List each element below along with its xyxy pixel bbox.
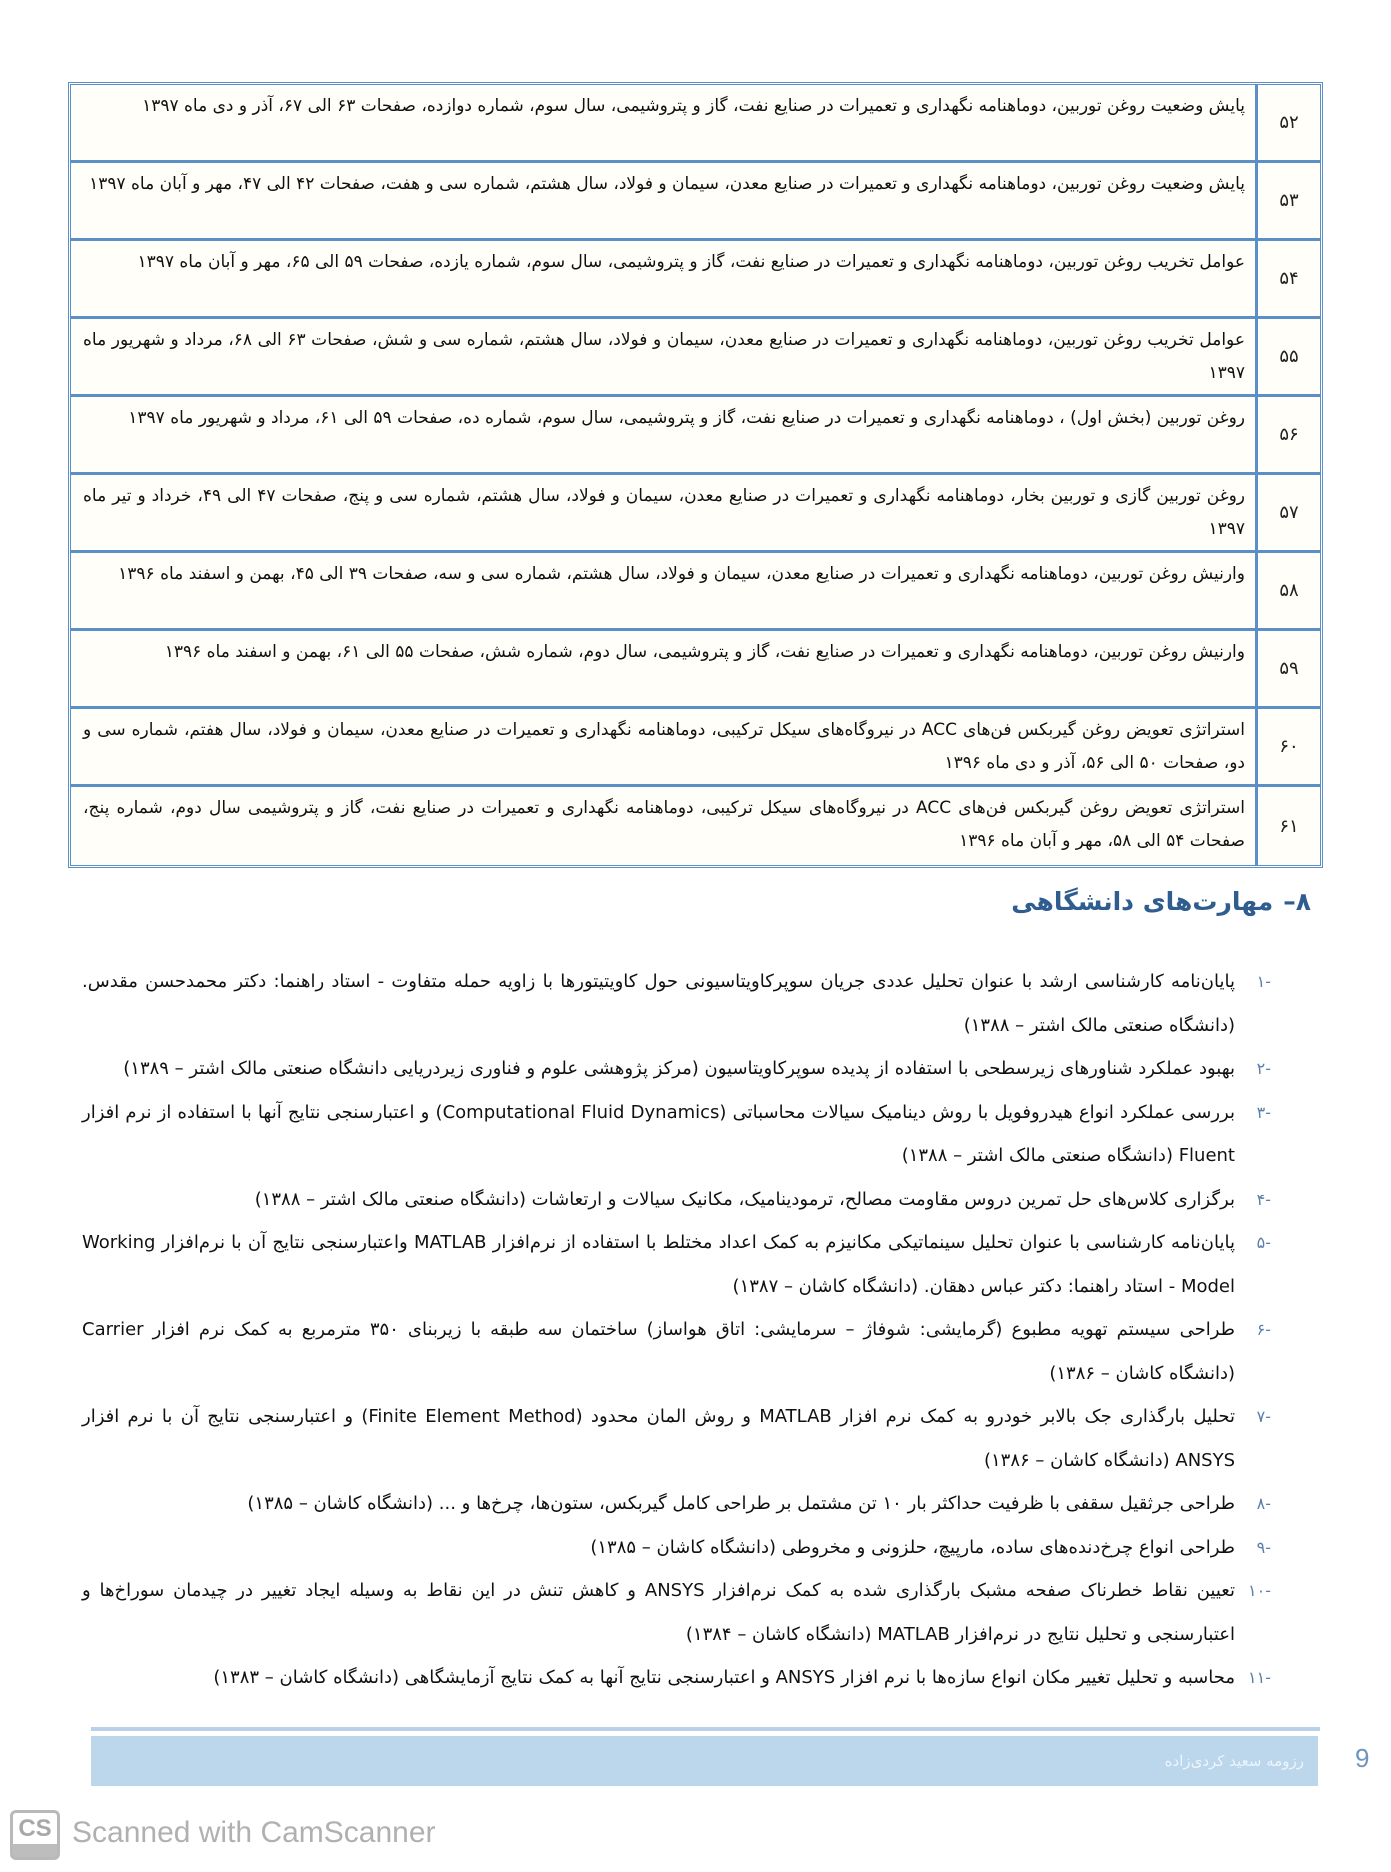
list-item bbox=[82, 1308, 1271, 1395]
list-marker: -۹ bbox=[1256, 1537, 1271, 1557]
list-marker: -۱ bbox=[1256, 972, 1271, 991]
list-item bbox=[82, 1569, 1271, 1656]
table-row bbox=[71, 319, 1320, 397]
row-citation: عوامل تخریب روغن توربین، دوماهنامه نگهداری و تعمیرات در صنایع نفت، گاز و پتروشیمی، سال سوم، شماره یازده، صفحات ۵۹ الی ۶۵، مهر و آبان ماه ۱۳۹۷ bbox=[137, 252, 1245, 272]
list-item-text: بررسی عملکرد انواع هیدروفویل با روش دینامیک سیالات محاسباتی (Computational Fluid Dynamics) و اعتبارسنجی نتایج آنها با استفاده از نرم افزار Fluent (دانشگاه صنعتی مالک اشتر – ۱۳۸۸) bbox=[82, 1101, 1235, 1166]
list-marker: -۲ bbox=[1256, 1059, 1271, 1078]
list-item bbox=[82, 1047, 1271, 1091]
list-item-text: برگزاری کلاس‌های حل تمرین دروس مقاومت مصالح، ترمودینامیک، مکانیک سیالات و ارتعاشات (دانشگاه صنعتی مالک اشتر – ۱۳۸۸) bbox=[254, 1188, 1235, 1210]
list-item bbox=[82, 1395, 1271, 1482]
row-citation: وارنیش روغن توربین، دوماهنامه نگهداری و تعمیرات در صنایع معدن، سیمان و فولاد، سال هشتم، شماره سی و سه، صفحات ۳۹ الی ۴۵، بهمن و اسفند ماه ۱۳۹۶ bbox=[118, 564, 1245, 584]
list-item bbox=[82, 1178, 1271, 1222]
row-number: ۵۴ bbox=[1255, 241, 1320, 316]
row-number: ۵۵ bbox=[1255, 319, 1320, 394]
list-marker: -۶ bbox=[1256, 1320, 1271, 1339]
page-number: 9 bbox=[1355, 1743, 1370, 1773]
row-citation: روغن توربین گازی و توربین بخار، دوماهنامه نگهداری و تعمیرات در صنایع معدن، سیمان و فولاد، سال هشتم، شماره سی و پنج، صفحات ۴۷ الی ۴۹، خرداد و تیر ماه ۱۳۹۷ bbox=[83, 486, 1245, 539]
list-marker: -۷ bbox=[1256, 1407, 1271, 1426]
table-row bbox=[71, 787, 1320, 865]
list-item-text: طراحی انواع چرخ‌دنده‌های ساده، مارپیچ، حلزونی و مخروطی (دانشگاه کاشان – ۱۳۸۵) bbox=[590, 1536, 1235, 1558]
academic-skills-list bbox=[82, 960, 1271, 1700]
list-item bbox=[82, 1091, 1271, 1178]
table-row bbox=[71, 553, 1320, 631]
table-row bbox=[71, 631, 1320, 709]
row-citation: وارنیش روغن توربین، دوماهنامه نگهداری و تعمیرات در صنایع نفت، گاز و پتروشیمی، سال دوم، شماره شش، صفحات ۵۵ الی ۶۱، بهمن و اسفند ماه ۱۳۹۶ bbox=[164, 642, 1245, 662]
list-item-text: بهبود عملکرد شناورهای زیرسطحی با استفاده از پدیده سوپرکاویتاسیون (مرکز پژوهشی علوم و فناوری زیردریایی دانشگاه صنعتی مالک اشتر – ۱۳۸۹) bbox=[123, 1058, 1235, 1079]
row-citation: پایش وضعیت روغن توربین، دوماهنامه نگهداری و تعمیرات در صنایع معدن، سیمان و فولاد، سال هشتم، شماره سی و هفت، صفحات ۴۲ الی ۴۷، مهر و آبان ماه ۱۳۹۷ bbox=[89, 174, 1245, 194]
table-row bbox=[71, 85, 1320, 163]
footer-divider bbox=[91, 1727, 1320, 1731]
list-item-text: تحلیل بارگذاری جک بالابر خودرو به کمک نرم افزار MATLAB و روش المان محدود (Finite Element Method) و اعتبارسنجی نتایج آن با نرم افزار ANSYS (دانشگاه کاشان – ۱۳۸۶) bbox=[82, 1406, 1235, 1471]
camscanner-logo-icon bbox=[10, 1810, 60, 1860]
row-number: ۵۲ bbox=[1255, 85, 1320, 160]
list-item-text: طراحی جرثقیل سقفی با ظرفیت حداکثر بار ۱۰ تن مشتمل بر طراحی کامل گیربکس، ستون‌ها، چرخ‌ها و ... (دانشگاه کاشان – ۱۳۸۵) bbox=[247, 1493, 1235, 1514]
list-item-text: محاسبه و تحلیل تغییر مکان انواع سازه‌ها با نرم افزار ANSYS و اعتبارسنجی نتایج آنها به کمک نتایج آزمایشگاهی (دانشگاه کاشان – ۱۳۸۳) bbox=[213, 1667, 1235, 1688]
list-marker: -۵ bbox=[1256, 1233, 1271, 1252]
row-number: ۶۰ bbox=[1255, 709, 1320, 784]
footer-bar bbox=[91, 1736, 1318, 1786]
list-item-text: طراحی سیستم تهویه مطبوع (گرمایشی: شوفاژ – سرمایشی: اتاق هواساز) ساختمان سه طبقه با زیربنای ۳۵۰ مترمربع به کمک نرم افزار Carrier (دانشگاه کاشان – ۱۳۸۶) bbox=[82, 1319, 1236, 1384]
row-citation: پایش وضعیت روغن توربین، دوماهنامه نگهداری و تعمیرات در صنایع نفت، گاز و پتروشیمی، سال سوم، شماره دوازده، صفحات ۶۳ الی ۶۷، آذر و دی ماه ۱۳۹۷ bbox=[142, 96, 1245, 116]
camscanner-logo-text: CS bbox=[18, 1815, 52, 1842]
row-citation: استراتژی تعویض روغن گیربکس فن‌های ACC در نیروگاه‌های سیکل ترکیبی، دوماهنامه نگهداری و تعمیرات در صنایع معدن، سیمان و فولاد، سال هفتم، شماره سی و دو، صفحات ۵۰ الی ۵۶، آذر و دی ماه ۱۳۹۶ bbox=[83, 720, 1245, 773]
list-marker: -۴ bbox=[1256, 1189, 1271, 1209]
list-item-text: پایان‌نامه کارشناسی با عنوان تحلیل سینماتیکی مکانیزم به کمک اعداد مختلط با استفاده از نرم‌افزار MATLAB واعتبارسنجی نتایج آن با نرم‌افزار Working Model - استاد راهنما: دکتر عباس دهقان. (دانشگاه کاشان – ۱۳۸۷) bbox=[82, 1232, 1235, 1297]
section-heading bbox=[1011, 887, 1311, 916]
row-number: ۵۶ bbox=[1255, 397, 1320, 472]
row-citation: عوامل تخریب روغن توربین، دوماهنامه نگهداری و تعمیرات در صنایع معدن، سیمان و فولاد، سال هشتم، شماره سی و شش، صفحات ۶۳ الی ۶۸، مرداد و شهریور ماه ۱۳۹۷ bbox=[83, 330, 1245, 383]
camscanner-watermark: Scanned with CamScanner bbox=[72, 1816, 436, 1849]
row-number: ۵۳ bbox=[1255, 163, 1320, 238]
row-number: ۵۷ bbox=[1255, 475, 1320, 550]
section-number: ۸– bbox=[1283, 887, 1311, 916]
section-title: مهارت‌های دانشگاهی bbox=[1011, 887, 1274, 916]
list-item-text: پایان‌نامه کارشناسی ارشد با عنوان تحلیل عددی جریان سوپرکاویتاسیونی حول کاویتیتورها با زاویه حمله متفاوت - استاد راهنما: دکتر محمدحسن مقدس. (دانشگاه صنعتی مالک اشتر – ۱۳۸۸) bbox=[82, 971, 1235, 1036]
list-item-text: تعیین نقاط خطرناک صفحه مشبک بارگذاری شده به کمک نرم‌افزار ANSYS و کاهش تنش در این نقاط به وسیله ایجاد تغییر در چیدمان سوراخ‌ها و اعتبارسنجی و تحلیل نتایج در نرم‌افزار MATLAB (دانشگاه کاشان – ۱۳۸۴) bbox=[82, 1580, 1235, 1645]
row-number: ۵۸ bbox=[1255, 553, 1320, 628]
table-row bbox=[71, 163, 1320, 241]
list-item bbox=[82, 1656, 1271, 1700]
table-row bbox=[71, 475, 1320, 553]
table-row bbox=[71, 397, 1320, 475]
footer-author: رزومه سعید کردی‌زاده bbox=[1164, 1752, 1304, 1770]
table-row bbox=[71, 241, 1320, 319]
list-marker: -۱۱ bbox=[1248, 1668, 1271, 1687]
list-marker: -۳ bbox=[1256, 1102, 1271, 1122]
row-citation: استراتژی تعویض روغن گیربکس فن‌های ACC در نیروگاه‌های سیکل ترکیبی، دوماهنامه نگهداری و تعمیرات در صنایع نفت، گاز و پتروشیمی سال دوم، شماره پنج، صفحات ۵۴ الی ۵۸، مهر و آبان ماه ۱۳۹۶ bbox=[83, 798, 1245, 851]
row-citation: روغن توربین (بخش اول) ، دوماهنامه نگهداری و تعمیرات در صنایع نفت، گاز و پتروشیمی، سال سوم، شماره ده، صفحات ۵۹ الی ۶۱، مرداد و شهریور ماه ۱۳۹۷ bbox=[128, 408, 1245, 428]
list-item bbox=[82, 1526, 1271, 1570]
list-item bbox=[82, 960, 1271, 1047]
publications-table bbox=[68, 82, 1323, 868]
row-number: ۶۱ bbox=[1255, 787, 1320, 865]
row-number: ۵۹ bbox=[1255, 631, 1320, 706]
list-item bbox=[82, 1482, 1271, 1526]
list-marker: -۸ bbox=[1256, 1494, 1271, 1513]
table-row bbox=[71, 709, 1320, 787]
list-marker: -۱۰ bbox=[1248, 1581, 1271, 1600]
list-item bbox=[82, 1221, 1271, 1308]
